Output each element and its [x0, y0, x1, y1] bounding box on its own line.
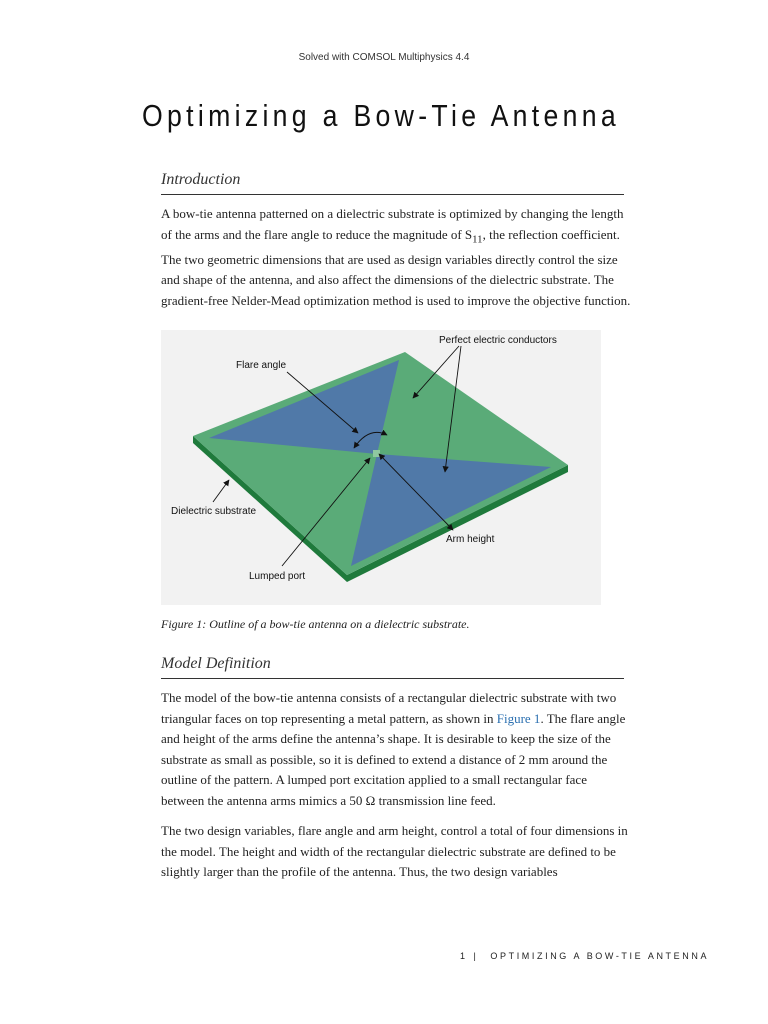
- figure-1-link[interactable]: Figure 1: [496, 710, 541, 726]
- model-text-part1: The model of the bow-tie antenna consists of a rectangular dielectric substrate with two triangular faces on top representing a metal pattern, as shown in: [161, 690, 617, 726]
- label-flare-angle: Flare angle: [236, 360, 287, 371]
- label-lumped-port: Lumped port: [249, 571, 306, 582]
- antenna-diagram: [161, 330, 601, 605]
- figure-caption: Figure 1: Outline of a bow-tie antenna on a dielectric substrate.: [161, 617, 470, 631]
- s11-subscript: 11: [472, 233, 483, 246]
- page-number: 1: [460, 951, 466, 961]
- intro-text-part1: A bow-tie antenna patterned on a dielectric substrate is optimized by changing the length of the arms and the flare angle to reduce the magnitude of S: [161, 206, 624, 242]
- running-footer: [460, 951, 709, 961]
- running-header: Solved with COMSOL Multiphysics 4.4: [298, 52, 470, 63]
- label-dielectric-substrate: Dielectric substrate: [171, 506, 257, 517]
- footer-separator: |: [473, 951, 476, 961]
- lumped-port-face: [373, 450, 380, 457]
- model-definition-paragraph-1: [161, 688, 631, 811]
- intro-text-part2: , the reflection coefficient. The two geometric dimensions that are used as design variables directly control the size and shape of the antenna, and also affect the dimensions of the dielectric substrate. The gradient-free Nelder-Mead optimization method is used to improve the objective function.: [161, 226, 631, 308]
- model-text-part2: . The flare angle and height of the arms define the antenna’s shape. It is desirable to keep the size of the substrate as small as possible, so it is defined to extend a distance of 2 mm around the outline of the pattern. A lumped port excitation applied to a small rectangular face between the antenna arms mimics a 50 Ω transmission line feed.: [161, 710, 626, 808]
- footer-title: OPTIMIZING A BOW-TIE ANTENNA: [490, 951, 710, 961]
- section-heading-introduction: Introduction: [161, 171, 624, 195]
- label-perfect-conductors: Perfect electric conductors: [439, 335, 557, 346]
- antenna-figure: [161, 330, 601, 605]
- model-definition-paragraph-2: The two design variables, flare angle and arm height, control a total of four dimensions in the model. The height and width of the rectangular dielectric substrate are defined to be slightly larger than the profile of the antenna. Thus, the two design variables: [161, 823, 628, 879]
- introduction-paragraph: [161, 204, 631, 311]
- label-arm-height: Arm height: [446, 534, 495, 545]
- page-title: Optimizing a Bow-Tie Antenna: [142, 98, 621, 133]
- section-heading-model-definition: Model Definition: [161, 655, 624, 679]
